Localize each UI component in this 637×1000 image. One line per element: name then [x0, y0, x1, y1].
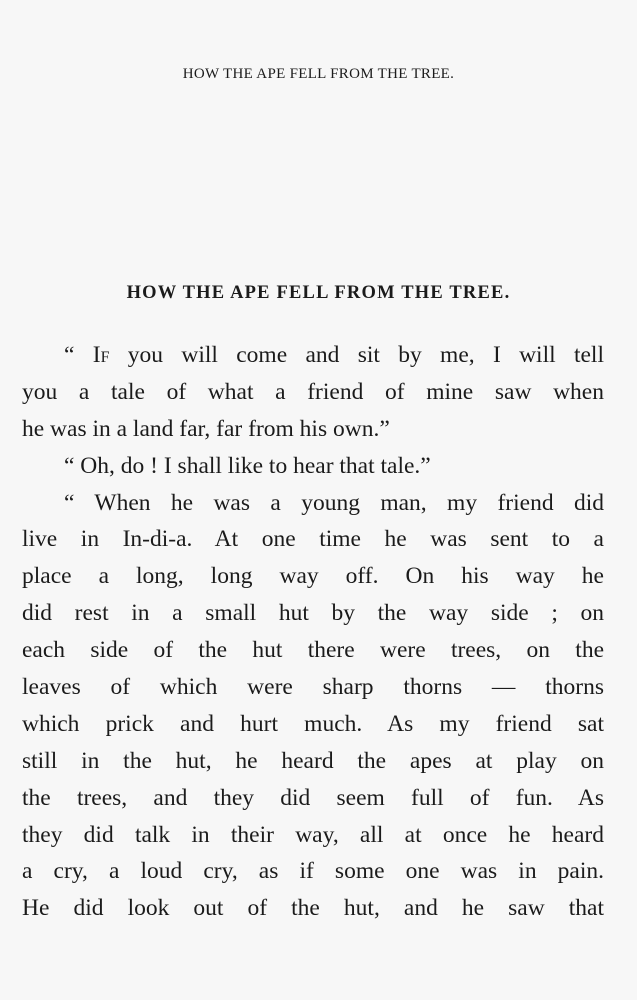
text-line: live in In-di-a. At one time he was sent to a — [22, 526, 604, 553]
text-line: each side of the hut there were trees, on the — [22, 637, 604, 664]
chapter-title: HOW THE APE FELL FROM THE TREE. — [126, 283, 511, 303]
text-line: still in the hut, he heard the apes at play on — [22, 747, 604, 774]
text-line: did rest in a small hut by the way side ; on — [22, 600, 604, 627]
text-line: he was in a land far, far from his own.” — [22, 415, 390, 442]
text-line: “ Oh, do ! I shall like to hear that tale.” — [64, 452, 431, 479]
opening-word: If — [92, 342, 110, 368]
text-line: “ When he was a young man, my friend did — [64, 489, 604, 516]
running-head: HOW THE APE FELL FROM THE TREE. — [182, 66, 455, 82]
text-line: you a tale of what a friend of mine saw when — [22, 378, 604, 405]
line-text: you will come and sit by me, I will tell — [109, 342, 604, 368]
text-line: leaves of which were sharp thorns — thorns — [22, 674, 604, 701]
text-line — [22, 337, 604, 374]
text-line: the trees, and they did seem full of fun. As — [22, 784, 604, 811]
text-line: they did talk in their way, all at once he heard — [22, 821, 604, 848]
text-line: He did look out of the hut, and he saw that — [22, 895, 604, 922]
opening-quote: “ — [64, 342, 93, 368]
text-line: which prick and hurt much. As my friend sat — [22, 710, 604, 737]
text-line: place a long, long way off. On his way he — [22, 563, 604, 590]
body-text — [22, 337, 604, 927]
text-line: a cry, a loud cry, as if some one was in pain. — [22, 858, 604, 885]
